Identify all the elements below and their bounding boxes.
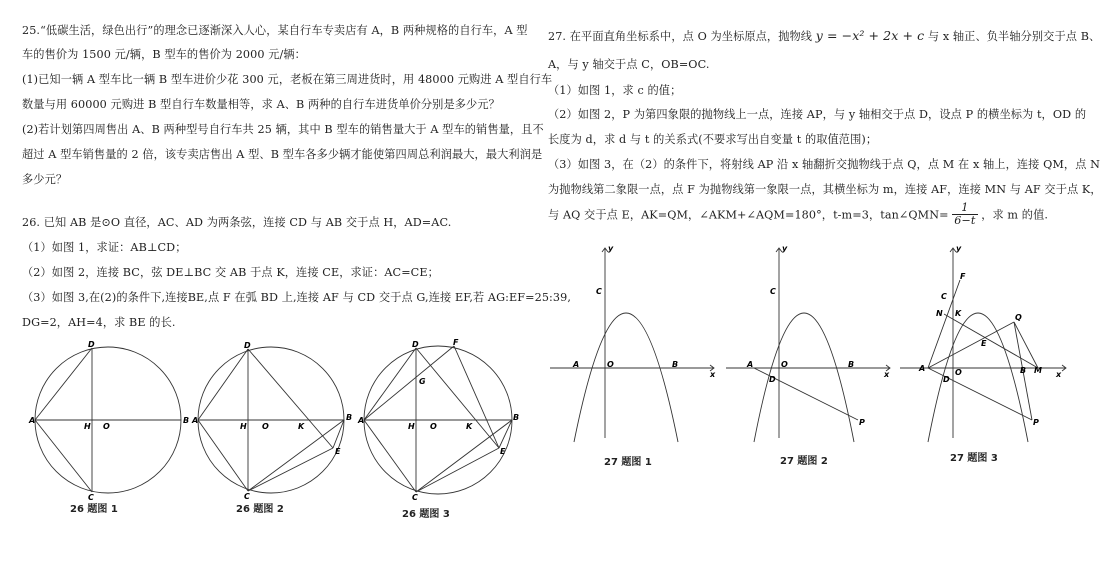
label-O: O <box>607 360 614 369</box>
q27-figure-3-caption: 27 题图 3 <box>950 453 998 464</box>
label-H: H <box>240 422 247 431</box>
label-y: y <box>782 244 788 253</box>
label-O: O <box>103 422 110 431</box>
fraction-numerator: 1 <box>952 202 977 215</box>
label-E: E <box>500 447 506 456</box>
label-E: E <box>335 447 341 456</box>
q25-line2: 车的售价为 1500 元/辆，B 型车的售价为 2000 元/辆： <box>22 48 306 61</box>
label-y: y <box>608 244 614 253</box>
label-K: K <box>298 422 305 431</box>
label-B: B <box>513 413 520 422</box>
q27-figure-1-caption: 27 题图 1 <box>604 457 652 468</box>
q25-line3: (1)已知一辆 A 型车比一辆 B 型车进价少花 300 元，老板在第三周进货时，用 48000 元购进 A 型自行车 <box>22 73 553 86</box>
label-D: D <box>943 375 950 384</box>
q26-line5: DG=2，AH=4，求 BE 的长. <box>22 316 176 329</box>
q25-line4: 数量与用 60000 元购进 B 型自行车数量相等，求 A、B 两种的自行车进货单价分别是多少元？ <box>22 98 500 111</box>
q27-line1-start: 27. 在平面直角坐标系中，点 O 为坐标原点，抛物线 <box>548 30 813 43</box>
label-F: F <box>453 338 459 347</box>
label-y: y <box>956 244 962 253</box>
label-E: E <box>981 339 987 348</box>
label-B: B <box>672 360 679 369</box>
q27-figure-2 <box>724 242 896 442</box>
label-N: N <box>936 309 943 318</box>
label-x: x <box>884 370 890 379</box>
label-O: O <box>781 360 788 369</box>
label-A: A <box>573 360 580 369</box>
label-C: C <box>88 493 94 502</box>
label-C: C <box>244 492 250 501</box>
label-A: A <box>747 360 754 369</box>
label-O: O <box>262 422 269 431</box>
q27-line3: （1）如图 1，求 c 的值； <box>548 84 682 97</box>
label-Q: Q <box>1015 313 1022 322</box>
q27-line8-start: 与 AQ 交于点 E，AK=QM，∠AKM+∠AQM=180°，t-m=3，tan∠QMN= <box>548 208 949 222</box>
label-P: P <box>859 418 865 427</box>
q27-line2: A，与 y 轴交于点 C，OB=OC. <box>548 58 710 71</box>
q27-figure-2-caption: 27 题图 2 <box>780 456 828 467</box>
label-F: F <box>960 272 966 281</box>
q27-line8-end: ，求 m 的值. <box>981 208 1049 222</box>
q25-line5: (2)若计划第四周售出 A、B 两种型号自行车共 25 辆，其中 B 型车的销售量大于 A 型车的销售量，且不 <box>22 123 544 136</box>
q25-line1: 25.“低碳生活，绿色出行”的理念已逐渐深入人心，某自行车专卖店有 A，B 两种规格的自行车，A 型 <box>22 24 528 37</box>
label-C: C <box>412 493 418 502</box>
label-B: B <box>346 413 353 422</box>
label-C: C <box>770 287 776 296</box>
q25-line7: 多少元？ <box>22 173 68 186</box>
q26-line3: （2）如图 2，连接 BC，弦 DE⊥BC 交 AB 于点 K，连接 CE，求证：AC=CE； <box>22 266 439 279</box>
q27-line1 <box>548 28 1100 44</box>
label-x: x <box>710 370 716 379</box>
label-x: x <box>1056 370 1062 379</box>
label-B: B <box>1020 366 1027 375</box>
q26-figure-2-caption: 26 题图 2 <box>236 504 284 515</box>
label-M: M <box>1034 366 1042 375</box>
fraction-denominator: 6−t <box>954 214 976 227</box>
q27-line1-end: 与 x 轴正、负半轴分别交于点 B、 <box>927 30 1101 43</box>
label-H: H <box>84 422 91 431</box>
q27-figure-3 <box>898 242 1073 442</box>
q26-figure-3-caption: 26 题图 3 <box>402 509 450 520</box>
label-A: A <box>358 416 365 425</box>
q26-line4: （3）如图 3,在(2)的条件下,连接BE,点 F 在弧 BD 上,连接 AF 与 CD 交于点 G,连接 EF,若 AG:EF=25:39, <box>22 291 572 304</box>
label-D: D <box>412 340 419 349</box>
label-K: K <box>955 309 962 318</box>
tan-fraction <box>952 202 977 227</box>
q26-line1: 26. 已知 AB 是⊙O 直径，AC、AD 为两条弦，连接 CD 与 AB 交于点 H，AD=AC. <box>22 216 452 229</box>
q27-line8 <box>548 202 1048 227</box>
q26-figure-3 <box>358 338 528 503</box>
label-D: D <box>88 340 95 349</box>
label-A: A <box>919 364 926 373</box>
q27-line6: （3）如图 3，在（2）的条件下，将射线 AP 沿 x 轴翻折交抛物线于点 Q，点 M 在 x 轴上，连接 QM，点 N <box>548 158 1101 171</box>
label-A: A <box>29 416 36 425</box>
q26-figure-1-caption: 26 题图 1 <box>70 504 118 515</box>
label-D: D <box>769 375 776 384</box>
q25-line6: 超过 A 型车销售量的 2 倍，该专卖店售出 A 型、B 型车各多少辆才能使第四周总利润最大，最大利润是 <box>22 148 543 161</box>
q27-line5: 长度为 d，求 d 与 t 的关系式(不要求写出自变量 t 的取值范围)； <box>548 133 878 146</box>
label-H: H <box>408 422 415 431</box>
label-P: P <box>1033 418 1039 427</box>
label-O: O <box>955 368 962 377</box>
q27-figure-1 <box>548 242 720 442</box>
q27-line7: 为抛物线第二象限一点，点 F 为抛物线第一象限一点，其横坐标为 m，连接 AF，连接 MN 与 AF 交于点 K， <box>548 183 1102 196</box>
label-K: K <box>466 422 473 431</box>
label-D: D <box>244 341 251 350</box>
label-C: C <box>941 292 947 301</box>
q26-figure-1 <box>30 340 190 500</box>
label-B: B <box>183 416 190 425</box>
label-A: A <box>192 416 199 425</box>
label-O: O <box>430 422 437 431</box>
label-G: G <box>419 377 426 386</box>
parabola-equation: y = −x² + 2x + c <box>815 28 925 43</box>
label-C: C <box>596 287 602 296</box>
q26-line2: （1）如图 1，求证：AB⊥CD； <box>22 241 187 254</box>
label-B: B <box>848 360 855 369</box>
q27-line4: （2）如图 2，P 为第四象限的抛物线上一点，连接 AP，与 y 轴相交于点 D，设点 P 的横坐标为 t，OD 的 <box>548 108 1087 121</box>
q26-figure-2 <box>193 340 353 500</box>
